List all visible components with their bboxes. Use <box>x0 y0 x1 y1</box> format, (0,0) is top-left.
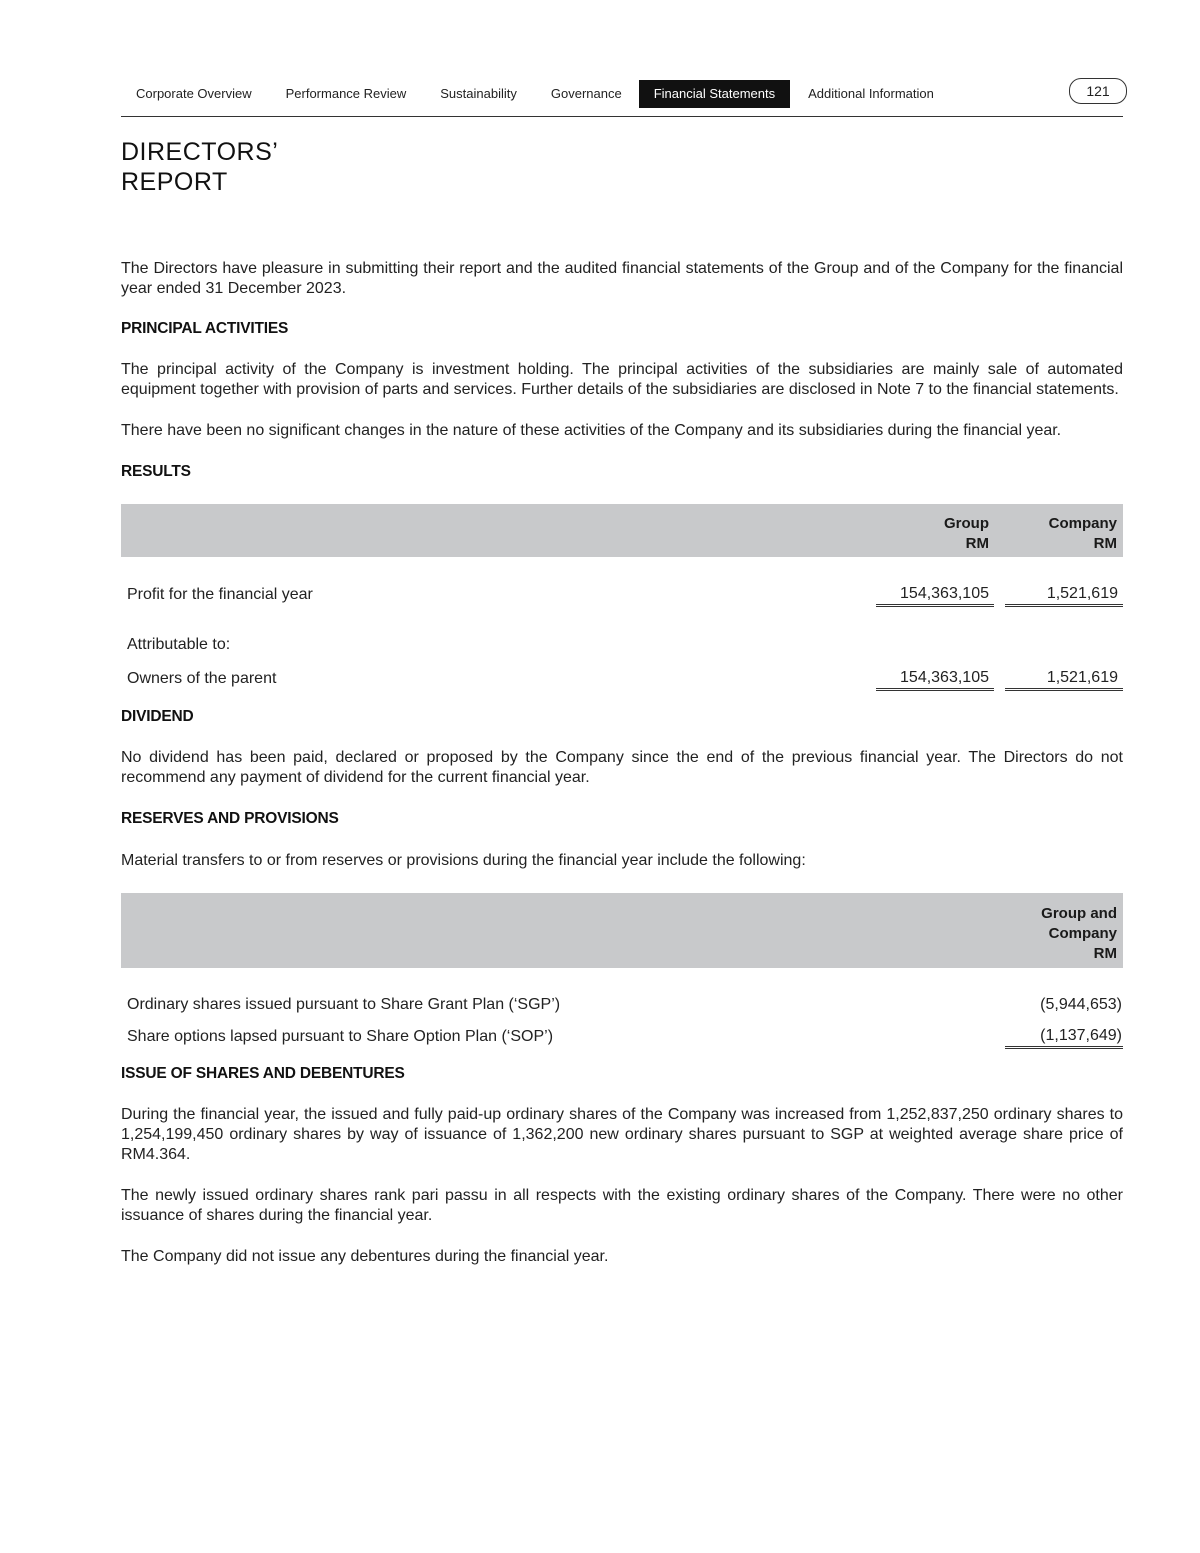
col-header-company-line1: Company <box>1048 515 1117 532</box>
row-value: (1,137,649) <box>1005 1025 1123 1049</box>
col-header-company-line2: RM <box>1093 535 1117 552</box>
issue-paragraph-2: The newly issued ordinary shares rank pari passu in all respects with the existing ordinary shares of the Company. There were no other issuance of shares during the financial year. <box>121 1187 1123 1224</box>
tab-additional-information[interactable]: Additional Information <box>808 86 934 101</box>
tab-financial-statements[interactable]: Financial Statements <box>639 80 790 108</box>
heading-principal-activities: PRINCIPAL ACTIVITIES <box>121 320 289 337</box>
page-title-line2: REPORT <box>121 168 228 196</box>
dividend-paragraph: No dividend has been paid, declared or proposed by the Company since the end of the previous financial year. The Directors do not recommend any payment of dividend for the current financial year. <box>121 749 1123 786</box>
heading-reserves-provisions: RESERVES AND PROVISIONS <box>121 810 339 827</box>
heading-dividend: DIVIDEND <box>121 708 194 725</box>
col-header-company <box>1005 514 1117 554</box>
reserves-paragraph: Material transfers to or from reserves or provisions during the financial year include the following: <box>121 852 806 869</box>
tab-sustainability[interactable]: Sustainability <box>440 86 517 101</box>
row-label: Profit for the financial year <box>127 586 313 603</box>
results-table-header <box>121 504 1123 557</box>
page-number-badge: 121 <box>1069 78 1127 104</box>
issue-paragraph-1: During the financial year, the issued and fully paid-up ordinary shares of the Company was increased from 1,252,837,250 ordinary shares to 1,254,199,450 ordinary shares by way of issuance of 1,362,200 new ordinary shares pursuant to SGP at weighted average share price of RM4.364. <box>121 1106 1123 1163</box>
reserves-table <box>121 893 1123 1049</box>
reserves-table-header <box>121 893 1123 968</box>
table-row <box>121 667 1123 691</box>
col-header-line1: Group and <box>1041 905 1117 922</box>
row-value-company: 1,521,619 <box>1005 667 1123 691</box>
page-title <box>121 137 1123 197</box>
row-value: (5,944,653) <box>1040 996 1122 1013</box>
col-header-group <box>876 514 989 554</box>
row-label: Attributable to: <box>127 636 231 653</box>
table-row <box>121 993 1123 1017</box>
row-label: Ordinary shares issued pursuant to Share Grant Plan (‘SGP’) <box>127 996 561 1013</box>
col-header-line2: Company <box>1048 925 1117 942</box>
row-label: Owners of the parent <box>127 670 277 687</box>
intro-paragraph: The Directors have pleasure in submitting their report and the audited financial statements of the Group and of the Company for the financial year ended 31 December 2023. <box>121 260 1123 297</box>
tab-corporate-overview[interactable]: Corporate Overview <box>136 86 252 101</box>
heading-results: RESULTS <box>121 463 191 480</box>
issue-paragraph-3: The Company did not issue any debentures during the financial year. <box>121 1248 609 1265</box>
row-value-company: 1,521,619 <box>1005 583 1123 607</box>
page <box>121 78 1123 1267</box>
heading-issue-shares-debentures: ISSUE OF SHARES AND DEBENTURES <box>121 1065 405 1082</box>
row-value-group: 154,363,105 <box>876 667 994 691</box>
table-row <box>121 583 1123 607</box>
col-header-group-line2: RM <box>965 535 989 552</box>
principal-activities-p2: There have been no significant changes in the nature of these activities of the Company and its subsidiaries during the financial year. <box>121 422 1062 439</box>
tab-governance[interactable]: Governance <box>550 86 622 101</box>
principal-activities-p1: The principal activity of the Company is investment holding. The principal activities of the subsidiaries are mainly sale of automated equipment together with provision of parts and services. Further details of the subsidiaries are disclosed in Note 7 to the financial statements. <box>121 361 1123 398</box>
section-nav <box>121 78 1123 117</box>
page-title-line1: DIRECTORS’ <box>121 138 279 166</box>
row-value-group: 154,363,105 <box>876 583 994 607</box>
results-table <box>121 504 1123 691</box>
tab-performance-review[interactable]: Performance Review <box>285 86 407 101</box>
row-label: Share options lapsed pursuant to Share Option Plan (‘SOP’) <box>127 1028 554 1045</box>
table-row <box>121 1025 1123 1049</box>
nav-tabs <box>121 80 949 108</box>
table-row <box>121 633 1123 657</box>
col-header-group-company <box>1005 904 1117 964</box>
col-header-line3: RM <box>1093 945 1117 962</box>
col-header-group-line1: Group <box>944 515 989 532</box>
